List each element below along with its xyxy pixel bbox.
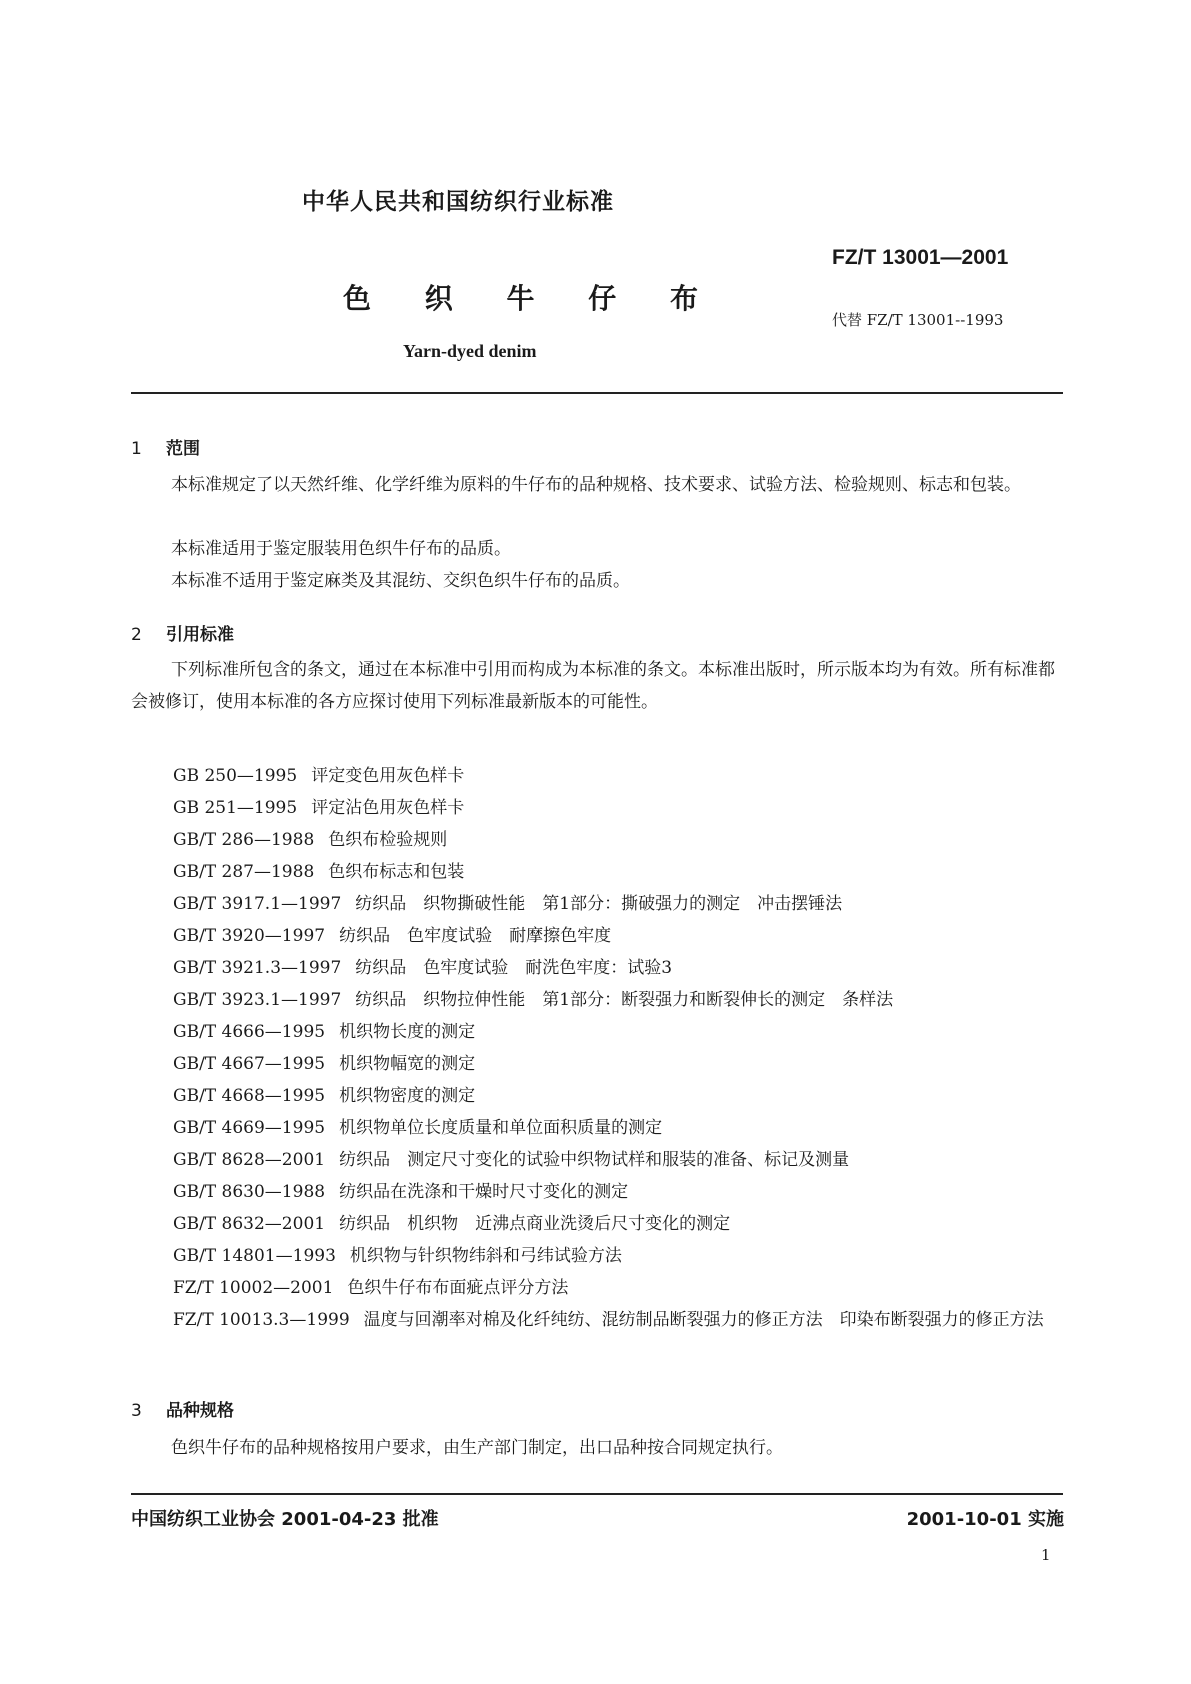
reference-code: GB/T 3923.1—1997 [173, 990, 342, 1010]
reference-title: 温度与回潮率对棉及化纤纯纺、混纺制品断裂强力的修正方法 印染布断裂强力的修正方法 [363, 1310, 1044, 1330]
reference-title: 纺织品 织物拉伸性能 第1部分：断裂强力和断裂伸长的测定 条样法 [355, 990, 894, 1010]
reference-title: 纺织品 机织物 近沸点商业洗烫后尺寸变化的测定 [339, 1214, 731, 1234]
reference-title: 机织物长度的测定 [339, 1022, 476, 1042]
reference-title: 机织物单位长度质量和单位面积质量的测定 [339, 1118, 663, 1138]
reference-code: GB/T 4667—1995 [173, 1054, 326, 1074]
reference-title: 机织物密度的测定 [339, 1086, 476, 1106]
section-3-paragraph-1: 色织牛仔布的品种规格按用户要求，由生产部门制定，出口品种按合同规定执行。 [171, 1438, 783, 1458]
approval-line: 中国纺织工业协会 2001-04-23 批准 [131, 1509, 439, 1530]
reference-title: 色织布检验规则 [328, 830, 448, 850]
reference-title: 纺织品 色牢度试验 耐摩擦色牢度 [339, 926, 612, 946]
reference-title: 纺织品在洗涤和干燥时尺寸变化的测定 [339, 1182, 629, 1202]
reference-code: GB/T 287—1988 [173, 862, 315, 882]
reference-item [173, 792, 1068, 824]
section-1-paragraph-2: 本标准适用于鉴定服装用色织牛仔布的品质。 [171, 539, 511, 559]
reference-item [173, 1208, 1068, 1240]
reference-item [173, 1080, 1068, 1112]
reference-code: GB/T 286—1988 [173, 830, 315, 850]
reference-item [173, 952, 1068, 984]
reference-item [173, 824, 1068, 856]
reference-item [173, 1144, 1068, 1176]
reference-code: GB 251—1995 [173, 798, 298, 818]
standard-organization: 中华人民共和国纺织行业标准 [302, 189, 614, 215]
reference-item [173, 1272, 1068, 1304]
reference-title: 评定变色用灰色样卡 [311, 766, 465, 786]
section-number: 3 [131, 1401, 142, 1421]
reference-code: FZ/T 10013.3—1999 [173, 1310, 350, 1330]
reference-code: GB/T 8628—2001 [173, 1150, 326, 1170]
section-1-paragraph-3: 本标准不适用于鉴定麻类及其混纺、交织色织牛仔布的品质。 [171, 571, 630, 591]
reference-code: GB/T 8630—1988 [173, 1182, 326, 1202]
reference-title: 纺织品 测定尺寸变化的试验中织物试样和服装的准备、标记及测量 [339, 1150, 850, 1170]
reference-code: GB/T 14801—1993 [173, 1246, 336, 1266]
reference-code: GB/T 3917.1—1997 [173, 894, 342, 914]
document-title-english: Yarn-dyed denim [403, 341, 537, 361]
reference-title: 评定沾色用灰色样卡 [311, 798, 465, 818]
header-divider [131, 392, 1063, 394]
reference-title: 色织布标志和包装 [328, 862, 465, 882]
reference-item [173, 888, 1068, 920]
page-number: 1 [1041, 1546, 1051, 1564]
effective-date: 2001-10-01 实施 [906, 1509, 1064, 1530]
reference-item [173, 1112, 1068, 1144]
reference-item [173, 984, 1068, 1016]
reference-item [173, 760, 1068, 792]
replaces-note: 代替 FZ/T 13001--1993 [832, 311, 1004, 329]
reference-code: GB/T 8632—2001 [173, 1214, 326, 1234]
reference-title: 纺织品 织物撕破性能 第1部分：撕破强力的测定 冲击摆锤法 [355, 894, 843, 914]
reference-list [173, 760, 1068, 1368]
reference-title: 机织物幅宽的测定 [339, 1054, 476, 1074]
reference-title: 机织物与针织物纬斜和弓纬试验方法 [349, 1246, 622, 1266]
section-number: 2 [131, 625, 142, 645]
section-number: 1 [131, 439, 142, 459]
standard-code: FZ/T 13001—2001 [832, 246, 1009, 269]
section-heading-2 [131, 620, 234, 645]
reference-item [173, 1016, 1068, 1048]
reference-title: 色织牛仔布布面疵点评分方法 [347, 1278, 569, 1298]
reference-code: GB/T 4666—1995 [173, 1022, 326, 1042]
reference-item [173, 1304, 1068, 1368]
section-heading-3 [131, 1396, 234, 1421]
reference-code: GB/T 4669—1995 [173, 1118, 326, 1138]
section-title: 引用标准 [166, 625, 234, 645]
reference-item [173, 920, 1068, 952]
reference-item [173, 856, 1068, 888]
reference-code: GB 250—1995 [173, 766, 298, 786]
section-title: 范围 [166, 439, 200, 459]
reference-title: 纺织品 色牢度试验 耐洗色牢度：试验3 [355, 958, 673, 978]
footer-divider [131, 1493, 1063, 1495]
reference-item [173, 1048, 1068, 1080]
reference-item [173, 1240, 1068, 1272]
section-1-paragraph-1: 本标准规定了以天然纤维、化学纤维为原料的牛仔布的品种规格、技术要求、试验方法、检验规则、标志和包装。 [171, 475, 1021, 495]
section-heading-1 [131, 434, 200, 459]
reference-code: FZ/T 10002—2001 [173, 1278, 334, 1298]
reference-code: GB/T 4668—1995 [173, 1086, 326, 1106]
reference-code: GB/T 3920—1997 [173, 926, 326, 946]
document-title: 色 织 牛 仔 布 [343, 282, 720, 315]
reference-code: GB/T 3921.3—1997 [173, 958, 342, 978]
section-title: 品种规格 [166, 1401, 234, 1421]
section-2-intro: 下列标准所包含的条文，通过在本标准中引用而构成为本标准的条文。本标准出版时，所示版本均为有效。所有标准都会被修订，使用本标准的各方应探讨使用下列标准最新版本的可能性。 [131, 660, 1055, 712]
reference-item [173, 1176, 1068, 1208]
